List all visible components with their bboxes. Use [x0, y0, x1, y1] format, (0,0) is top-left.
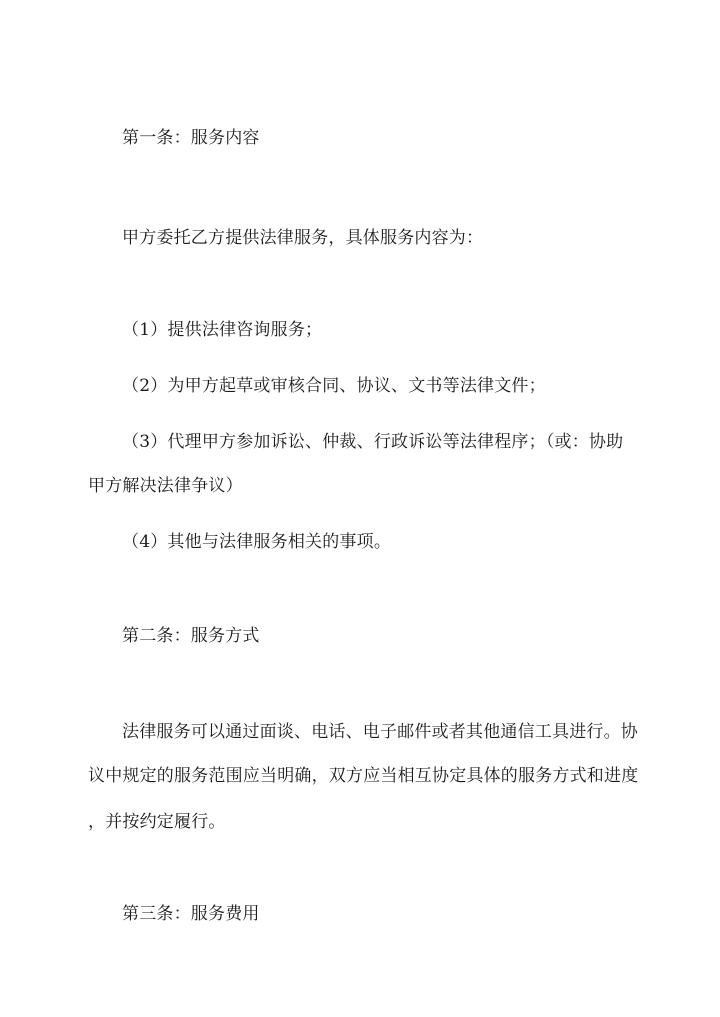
- article-1-intro: 甲方委托乙方提供法律服务，具体服务内容为：: [122, 228, 484, 248]
- service-item-4: （4）其他与法律服务相关的事项。: [122, 532, 392, 552]
- article-2-paragraph-line-2: 议中规定的服务范围应当明确，双方应当相互协定具体的服务方式和进度: [88, 766, 639, 786]
- article-2-paragraph-line-3: ，并按约定履行。: [88, 812, 226, 832]
- article-2-paragraph-line-1: 法律服务可以通过面谈、电话、电子邮件或者其他通信工具进行。协: [122, 722, 638, 742]
- service-item-1: （1）提供法律咨询服务；: [122, 320, 323, 340]
- service-item-2: （2）为甲方起草或审核合同、协议、文书等法律文件；: [122, 376, 546, 396]
- service-item-3-line-2: 甲方解决法律争议）: [88, 476, 243, 496]
- article-1-heading: 第一条：服务内容: [122, 128, 260, 148]
- article-2-heading: 第二条：服务方式: [122, 626, 260, 646]
- article-3-heading: 第三条：服务费用: [122, 904, 260, 924]
- service-item-3-line-1: （3）代理甲方参加诉讼、仲裁、行政诉讼等法律程序；（或：协助: [122, 432, 624, 452]
